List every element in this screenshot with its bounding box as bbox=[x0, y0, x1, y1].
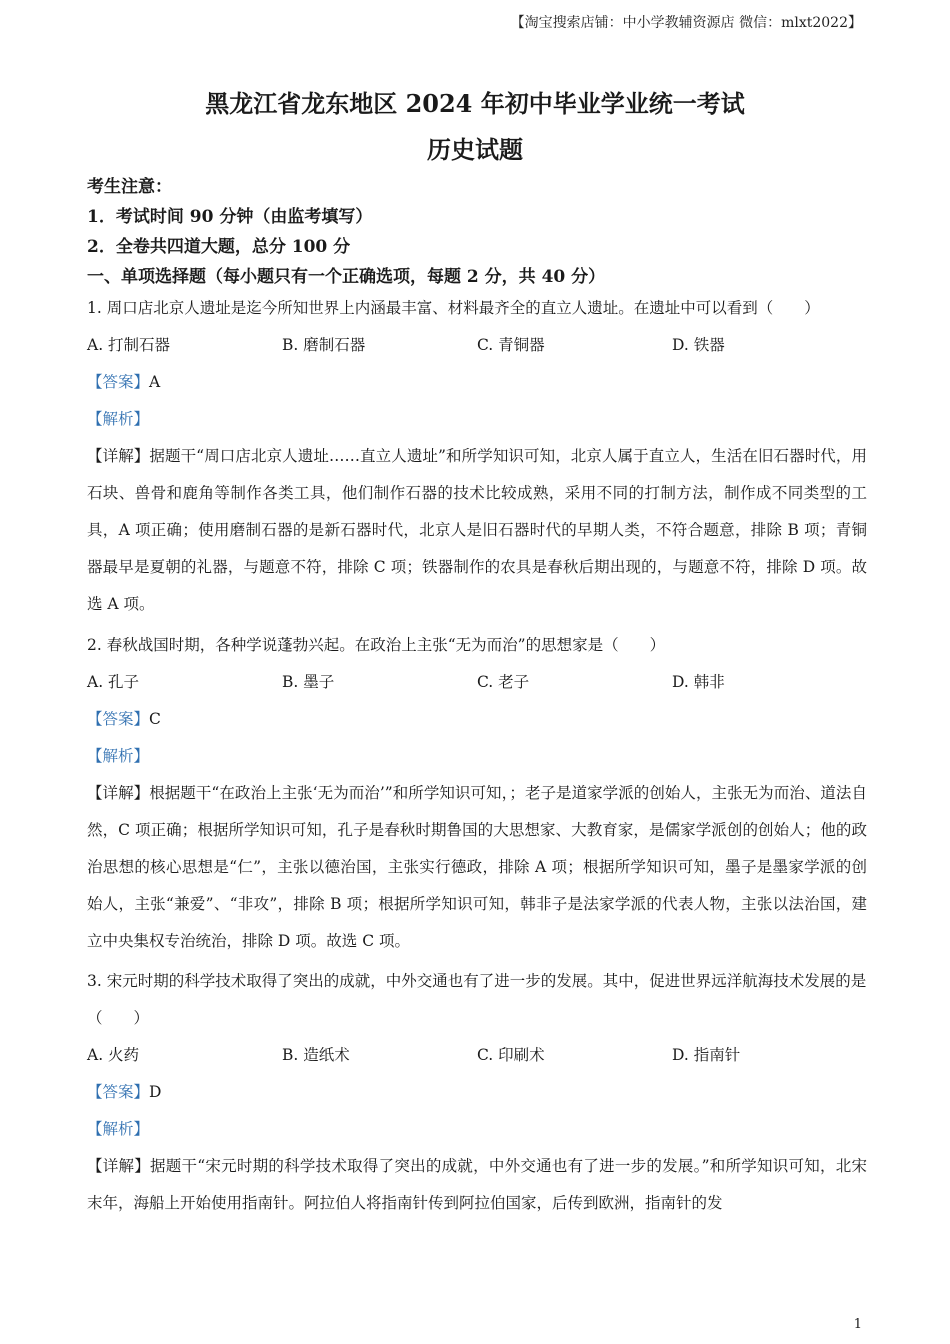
page-number: 1 bbox=[853, 1317, 862, 1332]
detail-tag: 【详解】 bbox=[87, 784, 150, 802]
exam-subtitle: 历史试题 bbox=[427, 135, 523, 164]
header-note: 【淘宝搜索店铺：中小学教辅资源店 微信：mlxt2022】 bbox=[510, 15, 862, 31]
option-c: C. 青铜器 bbox=[477, 336, 545, 354]
detail-tag: 【详解】 bbox=[87, 1157, 150, 1175]
analysis-line bbox=[87, 401, 867, 438]
option-c: C. 老子 bbox=[477, 673, 530, 691]
detail-text: 据题干“周口店北京人遗址……直立人遗址”和所学知识可知，北京人属于直立人，生活在旧石器时代，用石块、兽骨和鹿角等制作各类工具，他们制作石器的技术比较成熟，采用不同的打制方法，制作成不同类型的工具，A 项正确；使用磨制石器的是新石器时代，北京人是旧石器时代的早期人类，不符合题意，排除 B 项；青铜器最早是夏朝的礼器，与题意不符，排除 C 项；铁器制作的农具是春秋后期出现的，与题意不符，排除 D 项。故选 A 项。 bbox=[87, 447, 867, 613]
option-a: A. 打制石器 bbox=[87, 336, 171, 354]
option-b: B. 造纸术 bbox=[282, 1046, 350, 1064]
option-c: C. 印刷术 bbox=[477, 1046, 545, 1064]
analysis-line bbox=[87, 738, 867, 775]
question-stem: 2. 春秋战国时期，各种学说蓬勃兴起。在政治上主张“无为而治”的思想家是（ ） bbox=[87, 636, 666, 654]
analysis-tag: 【解析】 bbox=[87, 747, 150, 765]
option-list bbox=[87, 664, 867, 701]
detail-paragraph bbox=[87, 775, 867, 960]
option-list bbox=[87, 1037, 867, 1074]
answer-tag: 【答案】 bbox=[87, 373, 150, 391]
option-d: D. 指南针 bbox=[672, 1046, 741, 1064]
answer-line bbox=[87, 1074, 867, 1111]
question-stem: 3. 宋元时期的科学技术取得了突出的成就，中外交通也有了进一步的发展。其中，促进世界远洋航海技术发展的是（ ） bbox=[87, 972, 867, 1027]
question-2 bbox=[87, 627, 867, 960]
answer-value: D bbox=[149, 1083, 162, 1101]
section-heading: 一、单项选择题（每小题只有一个正确选项，每题 2 分，共 40 分） bbox=[87, 267, 606, 287]
answer-value: A bbox=[149, 373, 161, 391]
exam-title: 黑龙江省龙东地区 2024 年初中毕业学业统一考试 bbox=[205, 89, 745, 118]
question-1 bbox=[87, 290, 867, 623]
exam-notice bbox=[87, 172, 867, 292]
question-stem: 1. 周口店北京人遗址是迄今所知世界上内涵最丰富、材料最齐全的直立人遗址。在遗址中可以看到（ ） bbox=[87, 299, 820, 317]
detail-text: 据题干“宋元时期的科学技术取得了突出的成就，中外交通也有了进一步的发展。”和所学知识可知，北宋末年，海船上开始使用指南针。阿拉伯人将指南针传到阿拉伯国家，后传到欧洲，指南针的发 bbox=[87, 1157, 867, 1212]
answer-value: C bbox=[149, 710, 161, 728]
option-d: D. 铁器 bbox=[672, 336, 725, 354]
notice-item: 2．全卷共四道大题，总分 100 分 bbox=[87, 237, 351, 257]
analysis-tag: 【解析】 bbox=[87, 1120, 150, 1138]
analysis-tag: 【解析】 bbox=[87, 410, 150, 428]
option-list bbox=[87, 327, 867, 364]
answer-tag: 【答案】 bbox=[87, 1083, 150, 1101]
answer-line bbox=[87, 364, 867, 401]
detail-paragraph bbox=[87, 438, 867, 623]
option-a: A. 孔子 bbox=[87, 673, 140, 691]
question-3 bbox=[87, 963, 867, 1222]
option-a: A. 火药 bbox=[87, 1046, 140, 1064]
notice-heading: 考生注意： bbox=[87, 177, 172, 197]
detail-tag: 【详解】 bbox=[87, 447, 150, 465]
option-b: B. 墨子 bbox=[282, 673, 335, 691]
detail-paragraph bbox=[87, 1148, 867, 1222]
answer-line bbox=[87, 701, 867, 738]
detail-text: 根据题干“在政治上主张‘无为而治’”和所学知识可知，；老子是道家学派的创始人，主张无为而治、道法自然，C 项正确；根据所学知识可知，孔子是春秋时期鲁国的大思想家、大教育家，是儒家学派创的创始人；他的政治思想的核心思想是“仁”，主张以德治国，主张实行德政，排除 A 项；根据所学知识可知，墨子是墨家学派的创始人，主张“兼爱”、“非攻”，排除 B 项；根据所学知识可知，韩非子是法家学派的代表人物，主张以法治国，建立中央集权专治统治，排除 D 项。故选 C 项。 bbox=[87, 784, 867, 950]
analysis-line bbox=[87, 1111, 867, 1148]
option-d: D. 韩非 bbox=[672, 673, 725, 691]
notice-item: 1．考试时间 90 分钟（由监考填写） bbox=[87, 207, 373, 227]
answer-tag: 【答案】 bbox=[87, 710, 150, 728]
option-b: B. 磨制石器 bbox=[282, 336, 366, 354]
